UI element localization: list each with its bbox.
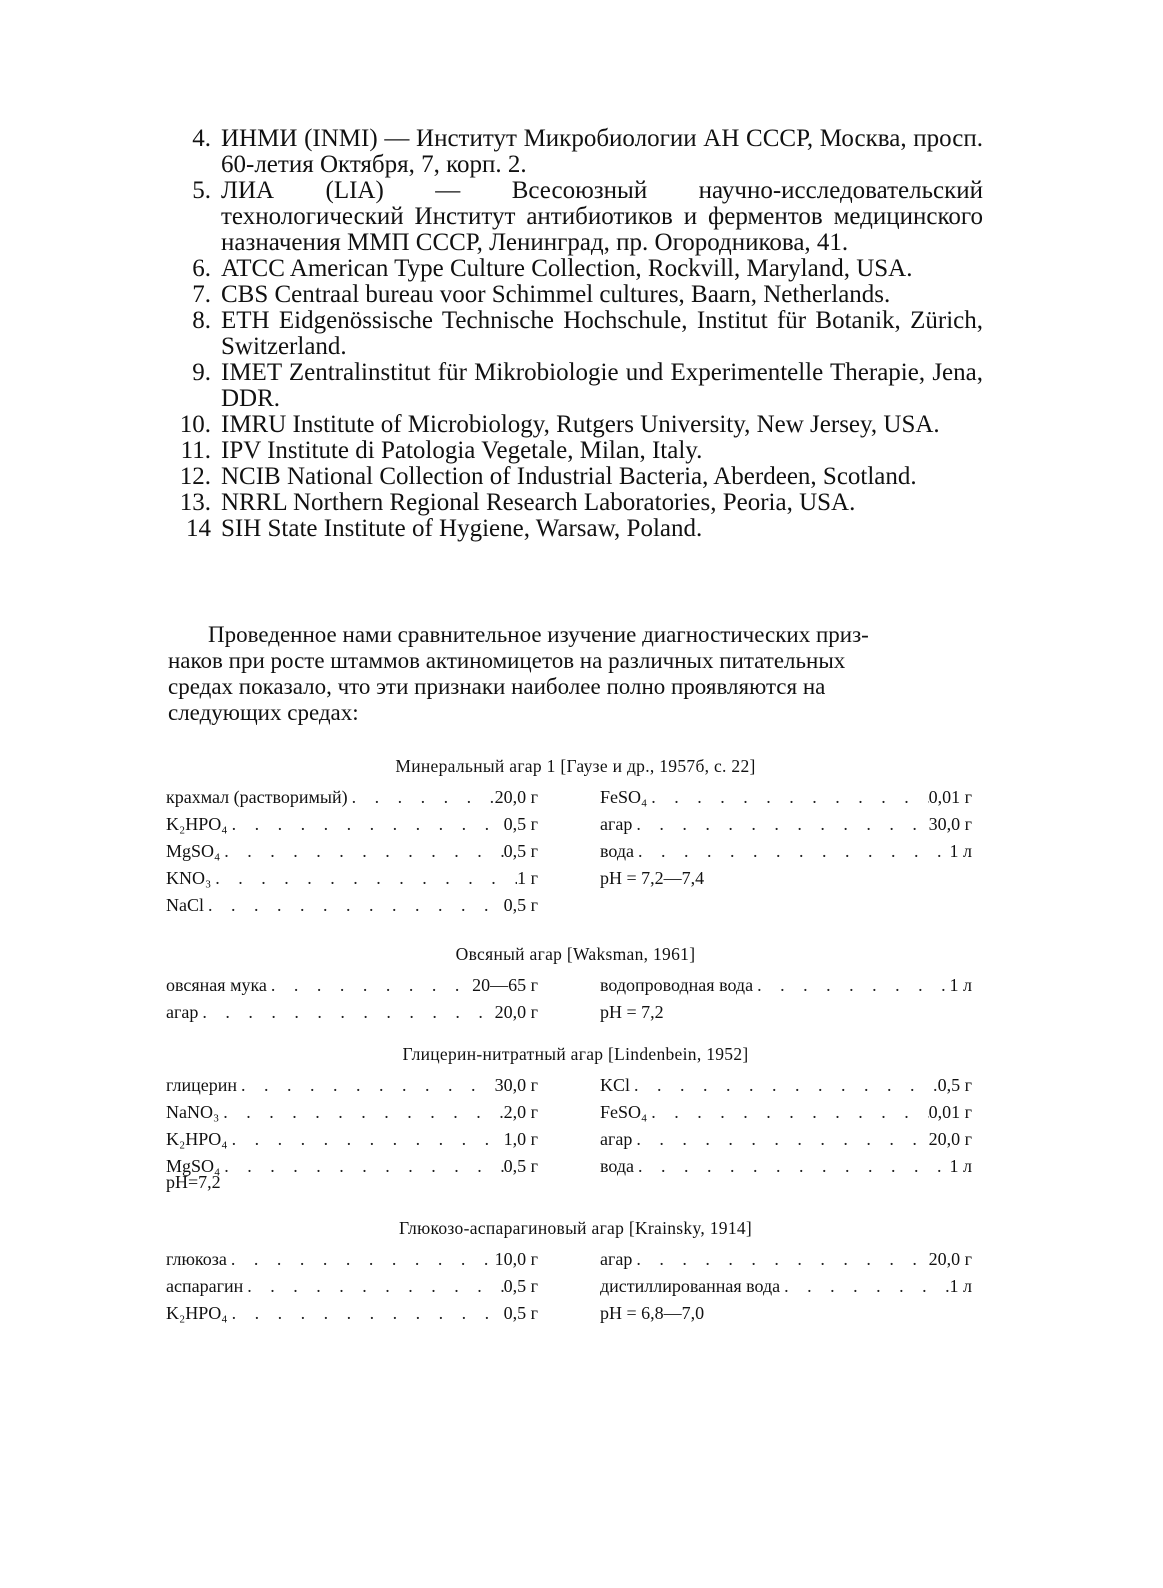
ingredient-amount: 20,0 г (494, 787, 538, 807)
ph-value: pH = 7,2—7,4 (600, 868, 705, 888)
item-number: 13. (179, 489, 211, 516)
leader-dots (228, 811, 504, 838)
ingredient-row (600, 811, 972, 838)
item-text: ЛИА (LIA) — Всесоюзный научно-исследовательский технологический Институт антибиотиков и ферментов медицинского назначения ММП СССР, Ленинград, пр. Огородникова, 41. (221, 177, 983, 256)
ingredient-name: вода (600, 841, 635, 861)
leader-dots (219, 1099, 503, 1126)
item-text: IPV Institute di Patologia Vegetale, Milan, Italy. (221, 437, 703, 464)
ingredient-row (166, 1300, 538, 1327)
ingredient-amount: 2,0 г (503, 1102, 538, 1122)
paragraph-line: наков при росте штаммов актиномицетов на различных питательных (168, 648, 846, 673)
ingredient-amount: 10,0 г (494, 1249, 538, 1269)
ph-value: pH=7,2 (166, 1172, 221, 1192)
ingredient-amount: 20—65 г (472, 975, 538, 995)
ingredient-name: K₂HPO₄ (166, 1129, 228, 1149)
item-text: ATCC American Type Culture Collection, Rockvill, Maryland, USA. (221, 255, 913, 282)
ingredient-row (166, 865, 538, 892)
leader-dots (228, 1126, 504, 1153)
ingredient-amount: 1 л (949, 975, 972, 995)
ingredient-name: овсяная мука (166, 975, 267, 995)
ingredient-row (166, 1246, 538, 1273)
ingredient-name: K₂HPO₄ (166, 814, 228, 834)
ingredient-amount: 1 л (949, 1156, 972, 1176)
item-number: 4. (192, 125, 211, 152)
leader-dots (632, 1126, 928, 1153)
ingredient-row (600, 784, 972, 811)
leader-dots (220, 1153, 503, 1180)
ingredients-left (166, 1246, 538, 1327)
ingredient-amount: 20,0 г (494, 1002, 538, 1022)
ingredient-row (166, 811, 538, 838)
ingredient-row (166, 1072, 538, 1099)
ingredient-name: аспарагин (166, 1276, 244, 1296)
paragraph-line: средах показало, что эти признаки наиболее полно проявляются на (168, 674, 826, 699)
ingredient-name: NaNO₃ (166, 1102, 220, 1122)
list-item (163, 464, 983, 490)
item-text: ETH Eidgenössische Technische Hochschule, Institut für Botanik, Zürich, Switzerland. (221, 307, 983, 360)
ingredient-amount: 0,5 г (937, 1075, 972, 1095)
leader-dots (211, 865, 517, 892)
medium-title: Овсяный агар [Waksman, 1961] (455, 944, 696, 964)
ingredient-row (600, 972, 972, 999)
ingredient-name: агар (166, 1002, 199, 1022)
ingredient-amount: 20,0 г (928, 1129, 972, 1149)
medium-title: Глицерин-нитратный агар [Lindenbein, 1952] (402, 1044, 749, 1064)
ingredient-row (166, 999, 538, 1026)
ingredient-amount: 0,01 г (928, 787, 972, 807)
ingredients-left (166, 972, 538, 1026)
leader-dots (630, 1072, 938, 1099)
ingredients-left (166, 784, 538, 919)
ingredient-amount: 30,0 г (928, 814, 972, 834)
ingredient-amount: 20,0 г (928, 1249, 972, 1269)
item-text: IMET Zentralinstitut für Mikrobiologie und Experimentelle Therapie, Jena, DDR. (221, 359, 983, 412)
ingredient-name: агар (600, 814, 633, 834)
ingredient-amount: 0,01 г (928, 1102, 972, 1122)
ingredient-name: глюкоза (166, 1249, 227, 1269)
ph-value: pH = 6,8—7,0 (600, 1303, 705, 1323)
leader-dots (243, 1273, 503, 1300)
item-number: 7. (192, 281, 211, 308)
list-item (163, 490, 983, 516)
ph-value: pH = 7,2 (600, 1002, 664, 1022)
leader-dots (753, 972, 949, 999)
ingredient-name: агар (600, 1129, 633, 1149)
ph-row (600, 1300, 972, 1327)
leader-dots (632, 1246, 928, 1273)
paragraph-line: Проведенное нами сравнительное изучение диагностических приз- (208, 622, 869, 647)
ingredient-row (166, 1273, 538, 1300)
ingredient-name: дистиллированная вода (600, 1276, 781, 1296)
ingredient-name: крахмал (растворимый) (166, 787, 348, 807)
list-item (163, 360, 983, 412)
item-number: 6. (192, 255, 211, 282)
ingredients-right (600, 1246, 972, 1327)
ingredients-right (600, 1072, 972, 1180)
list-item (163, 282, 983, 308)
ingredient-name: глицерин (166, 1075, 237, 1095)
item-text: ИНМИ (INMI) — Институт Микробиологии АН СССР, Москва, просп. 60-летия Октября, 7, корп. 2. (221, 125, 983, 178)
leader-dots (647, 1099, 928, 1126)
item-text: CBS Centraal bureau voor Schimmel cultures, Baarn, Netherlands. (221, 281, 891, 308)
medium-title: Глюкозо-аспарагиновый агар [Krainsky, 1914] (398, 1218, 753, 1238)
ingredient-amount: 1 л (949, 1276, 972, 1296)
ingredient-name: MgSO₄ (166, 841, 221, 861)
leader-dots (228, 1300, 504, 1327)
leader-dots (348, 784, 495, 811)
ingredient-name: MgSO₄ (166, 1156, 221, 1176)
item-number: 14 (186, 515, 211, 542)
ingredient-amount: 1 л (949, 841, 972, 861)
leader-dots (634, 1153, 950, 1180)
ingredient-name: FeSO₄ (600, 1102, 648, 1122)
ingredient-row (600, 1126, 972, 1153)
list-item (163, 178, 983, 256)
ingredient-name: вода (600, 1156, 635, 1176)
list-item (163, 516, 983, 542)
intro-paragraph (168, 622, 983, 726)
leader-dots (632, 811, 928, 838)
ingredient-row (600, 838, 972, 865)
leader-dots (780, 1273, 949, 1300)
ingredients-right (600, 784, 972, 892)
ingredient-row (600, 1273, 972, 1300)
ph-row (600, 865, 972, 892)
leader-dots (634, 838, 950, 865)
ingredient-row (600, 1246, 972, 1273)
ingredient-name: K₂HPO₄ (166, 1303, 228, 1323)
ingredient-amount: 0,5 г (503, 814, 538, 834)
medium-title: Минеральный агар 1 [Гаузе и др., 1957б, с. 22] (395, 756, 756, 776)
ingredient-amount: 1,0 г (503, 1129, 538, 1149)
ingredient-name: KCl (600, 1075, 631, 1095)
ph-row (600, 999, 972, 1026)
leader-dots (267, 972, 472, 999)
item-text: SIH State Institute of Hygiene, Warsaw, Poland. (221, 515, 703, 542)
leader-dots (198, 999, 494, 1026)
list-item (163, 126, 983, 178)
list-item (163, 308, 983, 360)
ingredient-amount: 0,5 г (503, 1156, 538, 1176)
item-number: 10. (179, 411, 211, 438)
leader-dots (220, 838, 503, 865)
leader-dots (204, 892, 504, 919)
ingredient-amount: 0,5 г (503, 1303, 538, 1323)
item-text: IMRU Institute of Microbiology, Rutgers University, New Jersey, USA. (221, 411, 940, 438)
list-item (163, 412, 983, 438)
item-number: 9. (192, 359, 211, 386)
ingredient-row (166, 838, 538, 865)
ingredient-row (166, 1099, 538, 1126)
item-number: 12. (179, 463, 211, 490)
ingredient-name: KNO₃ (166, 868, 212, 888)
paragraph-line: следующих средах: (168, 700, 359, 725)
leader-dots (237, 1072, 495, 1099)
ingredient-name: NaCl (166, 895, 204, 915)
ingredients-left (166, 1072, 538, 1180)
ingredient-amount: 0,5 г (503, 841, 538, 861)
ingredient-row (166, 1153, 538, 1180)
item-text: NCIB National Collection of Industrial Bacteria, Aberdeen, Scotland. (221, 463, 917, 490)
ingredient-amount: 0,5 г (503, 895, 538, 915)
ingredient-row (166, 892, 538, 919)
ingredient-amount: 1 г (517, 868, 538, 888)
ingredient-row (600, 1153, 972, 1180)
item-text: NRRL Northern Regional Research Laboratories, Peoria, USA. (221, 489, 856, 516)
leader-dots (227, 1246, 495, 1273)
ingredient-row (166, 1126, 538, 1153)
ingredient-amount: 0,5 г (503, 1276, 538, 1296)
ingredient-row (600, 1099, 972, 1126)
ingredient-row (600, 1072, 972, 1099)
collection-list (163, 126, 983, 542)
ingredient-name: водопроводная вода (600, 975, 754, 995)
list-item (163, 256, 983, 282)
item-number: 5. (192, 177, 211, 204)
ingredient-row (166, 784, 538, 811)
ingredient-name: FeSO₄ (600, 787, 648, 807)
list-item (163, 438, 983, 464)
ingredient-name: агар (600, 1249, 633, 1269)
leader-dots (647, 784, 928, 811)
ingredient-amount: 30,0 г (494, 1075, 538, 1095)
item-number: 8. (192, 307, 211, 334)
ingredients-right (600, 972, 972, 1026)
item-number: 11. (180, 437, 211, 464)
ingredient-row (166, 972, 538, 999)
